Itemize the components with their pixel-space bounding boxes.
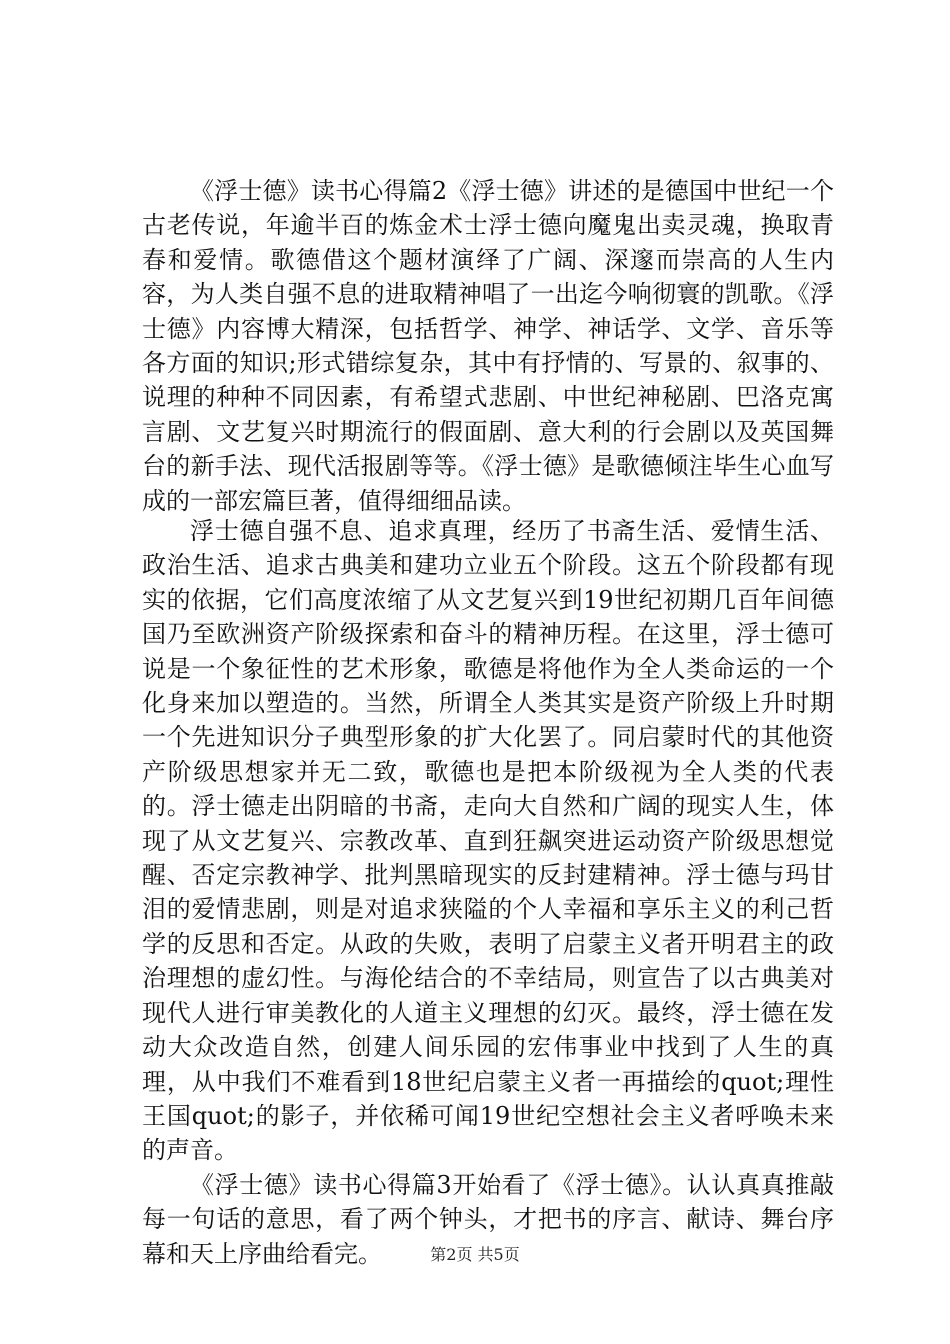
paragraph-review-2-intro: 《浮士德》读书心得篇2《浮士德》讲述的是德国中世纪一个古老传说，年逾半百的炼金术士浮士德向魔鬼出卖灵魂，换取青春和爱情。歌德借这个题材演绎了广阔、深邃而崇高的人生内容，为人类自强不息的进取精神唱了一出迄今响彻寰的凯歌。《浮士德》内容博大精深，包括哲学、神学、神话学、文学、音乐等各方面的知识;形式错综复杂，其中有抒情的、写景的、叙事的、说理的种种不同因素，有希望式悲剧、中世纪神秘剧、巴洛克寓言剧、文艺复兴时期流行的假面剧、意大利的行会剧以及英国舞台的新手法、现代活报剧等等。《浮士德》是歌德倾注毕生心血写成的一部宏篇巨著，值得细细品读。 [142,177,834,515]
text-block-upper [142,174,834,518]
page-footer: 第2页 共5页 [430,1245,520,1264]
text-block-lower [142,514,834,1271]
paragraph-review-3-intro: 《浮士德》读书心得篇3开始看了《浮士德》。认认真真推敲每一句话的意思，看了两个钟头，才把书的序言、献诗、舞台序幕和天上序曲给看完。 [142,1170,834,1268]
paragraph-faust-stages: 浮士德自强不息、追求真理，经历了书斋生活、爱情生活、政治生活、追求古典美和建功立业五个阶段。这五个阶段都有现实的依据，它们高度浓缩了从文艺复兴到19世纪初期几百年间德国乃至欧洲资产阶级探索和奋斗的精神历程。在这里，浮士德可说是一个象征性的艺术形象，歌德是将他作为全人类命运的一个化身来加以塑造的。当然，所谓全人类其实是资产阶级上升时期一个先进知识分子典型形象的扩大化罢了。同启蒙时代的其他资产阶级思想家并无二致，歌德也是把本阶级视为全人类的代表的。浮士德走出阴暗的书斋，走向大自然和广阔的现实人生，体现了从文艺复兴、宗教改革、直到狂飙突进运动资产阶级思想觉醒、否定宗教神学、批判黑暗现实的反封建精神。浮士德与玛甘泪的爱情悲剧，则是对追求狭隘的个人幸福和享乐主义的利己哲学的反思和否定。从政的失败，表明了启蒙主义者开明君主的政治理想的虚幻性。与海伦结合的不幸结局，则宣告了以古典美对现代人进行审美教化的人道主义理想的幻灭。最终，浮士德在发动大众改造自然，创建人间乐园的宏伟事业中找到了人生的真理，从中我们不难看到18世纪启蒙主义者一再描绘的quot;理性王国quot;的影子，并依稀可闻19世纪空想社会主义者呼唤未来的声音。 [142,517,834,1165]
